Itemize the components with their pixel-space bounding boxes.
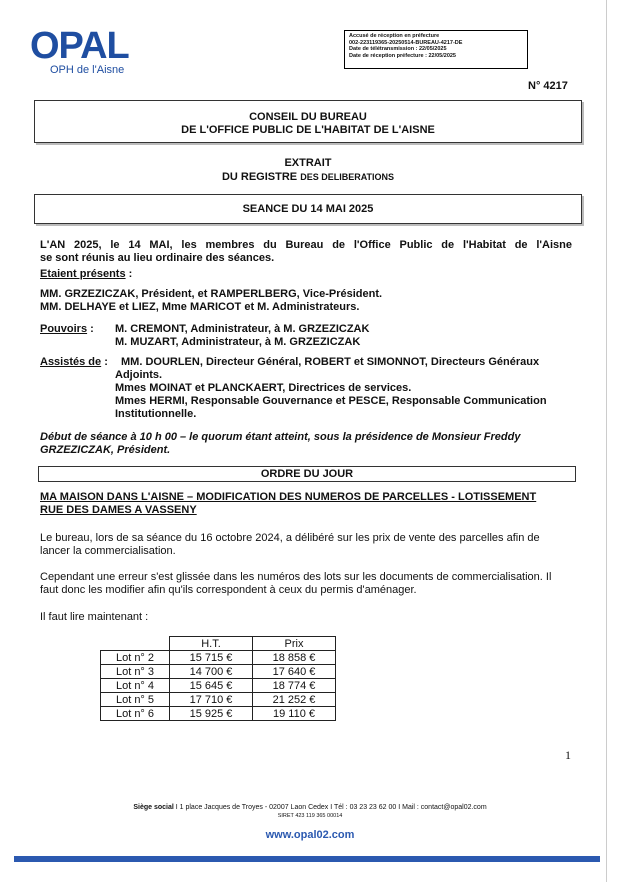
- present-line: MM. GRZEZICZAK, Président, et RAMPERLBERG, Vice-Président.: [40, 288, 383, 300]
- debut-seance: [40, 431, 576, 457]
- receipt-stamp: [344, 30, 528, 69]
- assistes-line: Adjoints.: [115, 369, 163, 381]
- intro-line: L'AN 2025, le 14 MAI, les membres du Bureau de l'Office Public de l'Habitat de l'Aisne: [40, 239, 572, 251]
- ht-cell: 17 710 €: [170, 693, 253, 707]
- prix-cell: 21 252 €: [253, 693, 336, 707]
- present-label: Etaient présents: [40, 268, 126, 280]
- table-row: [101, 707, 336, 721]
- lot-cell: Lot n° 2: [101, 651, 170, 665]
- session-box: [34, 194, 582, 224]
- paragraph-line: Cependant une erreur s'est glissée dans les numéros des lots sur les documents de commercialisation. Il: [40, 571, 552, 583]
- assistes-line: Mmes MOINAT et PLANCKAERT, Directrices de services.: [115, 382, 412, 394]
- ordre-du-jour: ORDRE DU JOUR: [260, 468, 354, 480]
- subject-line: RUE DES DAMES A VASSENY: [40, 504, 197, 516]
- title-line: CONSEIL DU BUREAU: [249, 111, 367, 123]
- ht-cell: 15 645 €: [170, 679, 253, 693]
- pouvoirs-label: Pouvoirs: [40, 323, 88, 335]
- receipt-line: Date de télétransmission : 22/05/2025: [349, 46, 447, 52]
- lot-cell: Lot n° 4: [101, 679, 170, 693]
- ht-cell: 15 925 €: [170, 707, 253, 721]
- assistes-line: Institutionnelle.: [115, 408, 197, 420]
- present-section: Etaient présents : MM. GRZEZICZAK, Président, et RAMPERLBERG, Vice-Président. MM. DELHAYE et LIEZ, Mme MARICOT et M. Administrateurs.: [40, 268, 580, 314]
- ordre-du-jour-box: [38, 466, 576, 482]
- logo-subtitle: OPH de l'Aisne: [50, 64, 125, 76]
- body-text: [40, 532, 576, 624]
- website-link[interactable]: www.opal02.com: [265, 829, 355, 841]
- extract-line: DU REGISTRE DES DELIBERATIONS: [221, 171, 395, 183]
- paragraph-line: Le bureau, lors de sa séance du 16 octobre 2024, a délibéré sur les prix de vente des parcelles afin de: [40, 532, 540, 544]
- lot-cell: Lot n° 5: [101, 693, 170, 707]
- receipt-line: Date de réception préfecture : 22/05/2025: [349, 52, 456, 59]
- debut-line: Début de séance à 10 h 00 – le quorum étant atteint, sous la présidence de Monsieur Freddy: [40, 431, 521, 443]
- footer-address: Siège social I 1 place Jacques de Troyes - 02007 Laon Cedex I Tél : 03 23 23 62 00 I Mail : contact@opal02.com: [133, 804, 487, 811]
- table-row: [101, 679, 336, 693]
- prix-cell: 19 110 €: [253, 707, 336, 721]
- footer-bar: [14, 856, 600, 862]
- intro-line: se sont réunis au lieu ordinaire des séances.: [40, 252, 275, 264]
- pouvoirs-line: M. CREMONT, Administrateur, à M. GRZEZICZAK: [115, 323, 370, 335]
- subject: [40, 491, 580, 517]
- debut-line: GRZEZICZAK, Président.: [40, 444, 171, 456]
- logo-text: OPAL: [30, 25, 129, 67]
- table-header-row: [101, 637, 336, 651]
- ht-cell: 15 715 €: [170, 651, 253, 665]
- receipt-line: Accusé de réception en préfecture: [349, 33, 440, 39]
- intro: [40, 239, 572, 265]
- page-edge: [606, 0, 607, 882]
- prix-cell: 18 774 €: [253, 679, 336, 693]
- lots-table: [100, 636, 336, 721]
- page-number: 1: [565, 748, 571, 762]
- deliberation-number: N° 4217: [528, 80, 568, 92]
- session-date: SEANCE DU 14 MAI 2025: [242, 203, 374, 215]
- column-header: Prix: [253, 637, 336, 651]
- logo: [30, 26, 145, 78]
- paragraph-line: lancer la commercialisation.: [40, 545, 176, 557]
- lot-cell: Lot n° 6: [101, 707, 170, 721]
- extract-line: EXTRAIT: [284, 157, 332, 169]
- footer: [0, 803, 620, 821]
- extract-heading: [34, 156, 582, 184]
- paragraph-line: Il faut lire maintenant :: [40, 611, 149, 623]
- prix-cell: 18 858 €: [253, 651, 336, 665]
- assistes-label: Assistés de: [40, 356, 102, 368]
- paragraph-line: faut donc les modifier afin qu'ils correspondent à ceux du permis d'aménager.: [40, 584, 417, 596]
- lot-cell: Lot n° 3: [101, 665, 170, 679]
- present-line: MM. DELHAYE et LIEZ, Mme MARICOT et M. Administrateurs.: [40, 301, 360, 313]
- assistes-line: MM. DOURLEN, Directeur Général, ROBERT et SIMONNOT, Directeurs Généraux: [121, 356, 540, 368]
- table-row: [101, 651, 336, 665]
- receipt-line: 002-223119365-20250514-BUREAU-4217-DE: [349, 39, 463, 46]
- ht-cell: 14 700 €: [170, 665, 253, 679]
- title-box: [34, 100, 582, 143]
- table-row: [101, 693, 336, 707]
- subject-line: MA MAISON DANS L'AISNE – MODIFICATION DES NUMEROS DE PARCELLES - LOTISSEMENT: [40, 491, 537, 503]
- prix-cell: 17 640 €: [253, 665, 336, 679]
- column-header: H.T.: [170, 637, 253, 651]
- footer-siret: SIRET 423 119 365 00014: [277, 813, 343, 819]
- table-row: [101, 665, 336, 679]
- assistes-line: Mmes HERMI, Responsable Gouvernance et PESCE, Responsable Communication: [115, 395, 547, 407]
- pouvoirs-line: M. MUZART, Administrateur, à M. GRZEZICZAK: [115, 336, 361, 348]
- title-line: DE L'OFFICE PUBLIC DE L'HABITAT DE L'AISNE: [181, 124, 435, 136]
